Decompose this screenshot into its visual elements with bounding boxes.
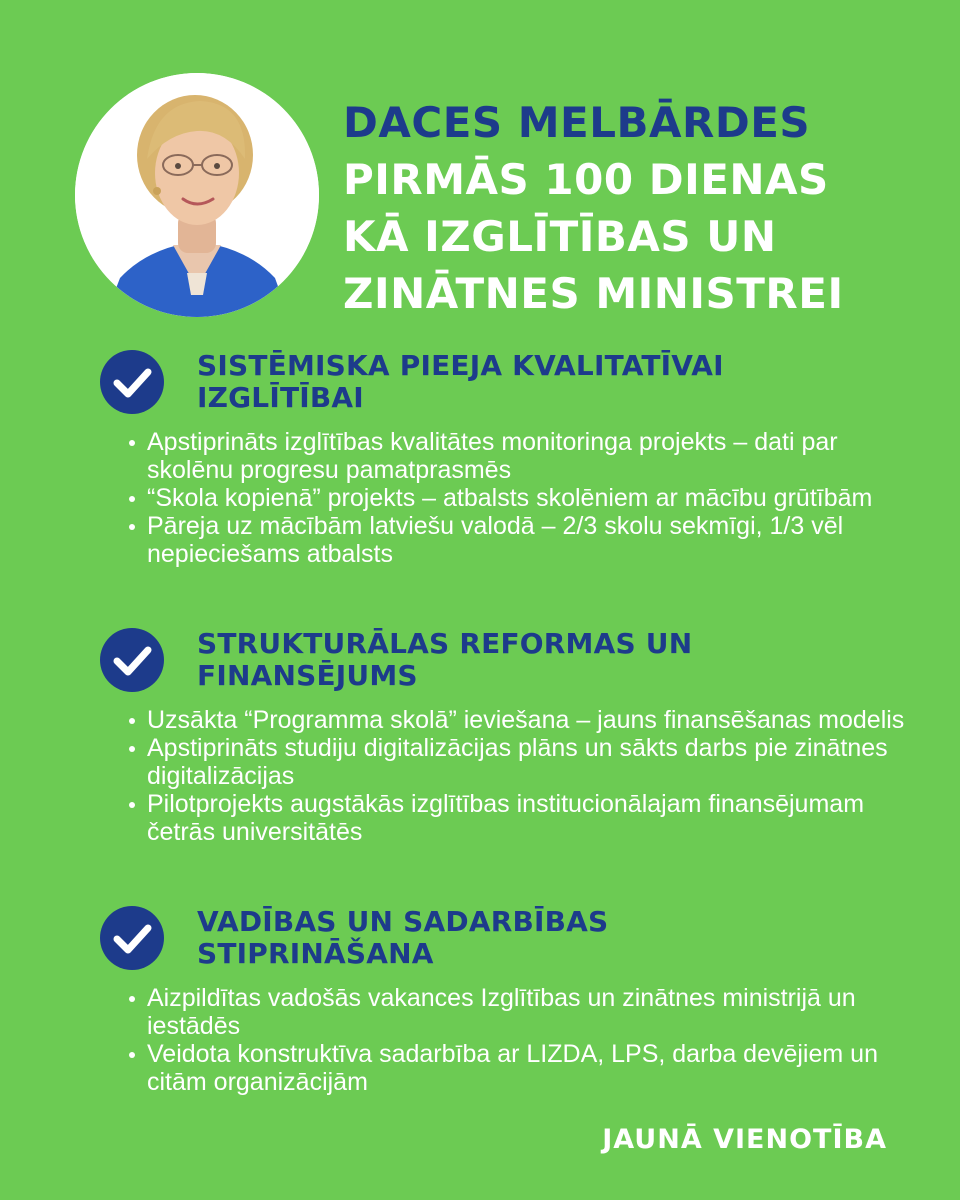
list-item: Pilotprojekts augstākās izglītības institucionālajam finansējumam četrās universitātēs (127, 790, 927, 846)
list-item: “Skola kopienā” projekts – atbalsts skolēniem ar mācību grūtībām (127, 484, 927, 512)
list-item: Apstiprināts izglītības kvalitātes monitoringa projekts – dati par skolēnu progresu pamatprasmēs (127, 428, 927, 484)
section-title: SISTĒMISKA PIEEJA KVALITATĪVAI IZGLĪTĪBAI (197, 349, 724, 414)
headline-line-4: ZINĀTNES MINISTREI (343, 269, 844, 318)
list-item: Uzsākta “Programma skolā” ieviešana – jauns finansēšanas modelis (127, 706, 927, 734)
check-circle-icon (100, 350, 164, 414)
list-item: Aizpildītas vadošās vakances Izglītības un zinātnes ministrijā un iestādēs (127, 984, 927, 1040)
section-title: STRUKTURĀLAS REFORMAS UN FINANSĒJUMS (197, 627, 693, 692)
headline-line-3: KĀ IZGLĪTĪBAS UN (343, 212, 777, 261)
brand-logo-text: JAUNĀ VIENOTĪBA (602, 1124, 887, 1155)
headline-line-2: PIRMĀS 100 DIENAS (343, 155, 829, 204)
bullet-list (127, 706, 927, 846)
list-item: Pāreja uz mācībām latviešu valodā – 2/3 skolu sekmīgi, 1/3 vēl nepieciešams atbalsts (127, 512, 927, 568)
headline-line-1: DACES MELBĀRDES (343, 98, 811, 147)
list-item: Apstiprināts studiju digitalizācijas plāns un sākts darbs pie zinātnes digitalizācijas (127, 734, 927, 790)
list-item: Veidota konstruktīva sadarbība ar LIZDA, LPS, darba devējiem un citām organizācijām (127, 1040, 927, 1096)
check-circle-icon (100, 906, 164, 970)
portrait-photo (75, 73, 319, 317)
bullet-list (127, 984, 927, 1096)
bullet-list (127, 428, 927, 568)
section-title: VADĪBAS UN SADARBĪBAS STIPRINĀŠANA (197, 905, 609, 970)
headline (343, 94, 943, 322)
check-circle-icon (100, 628, 164, 692)
